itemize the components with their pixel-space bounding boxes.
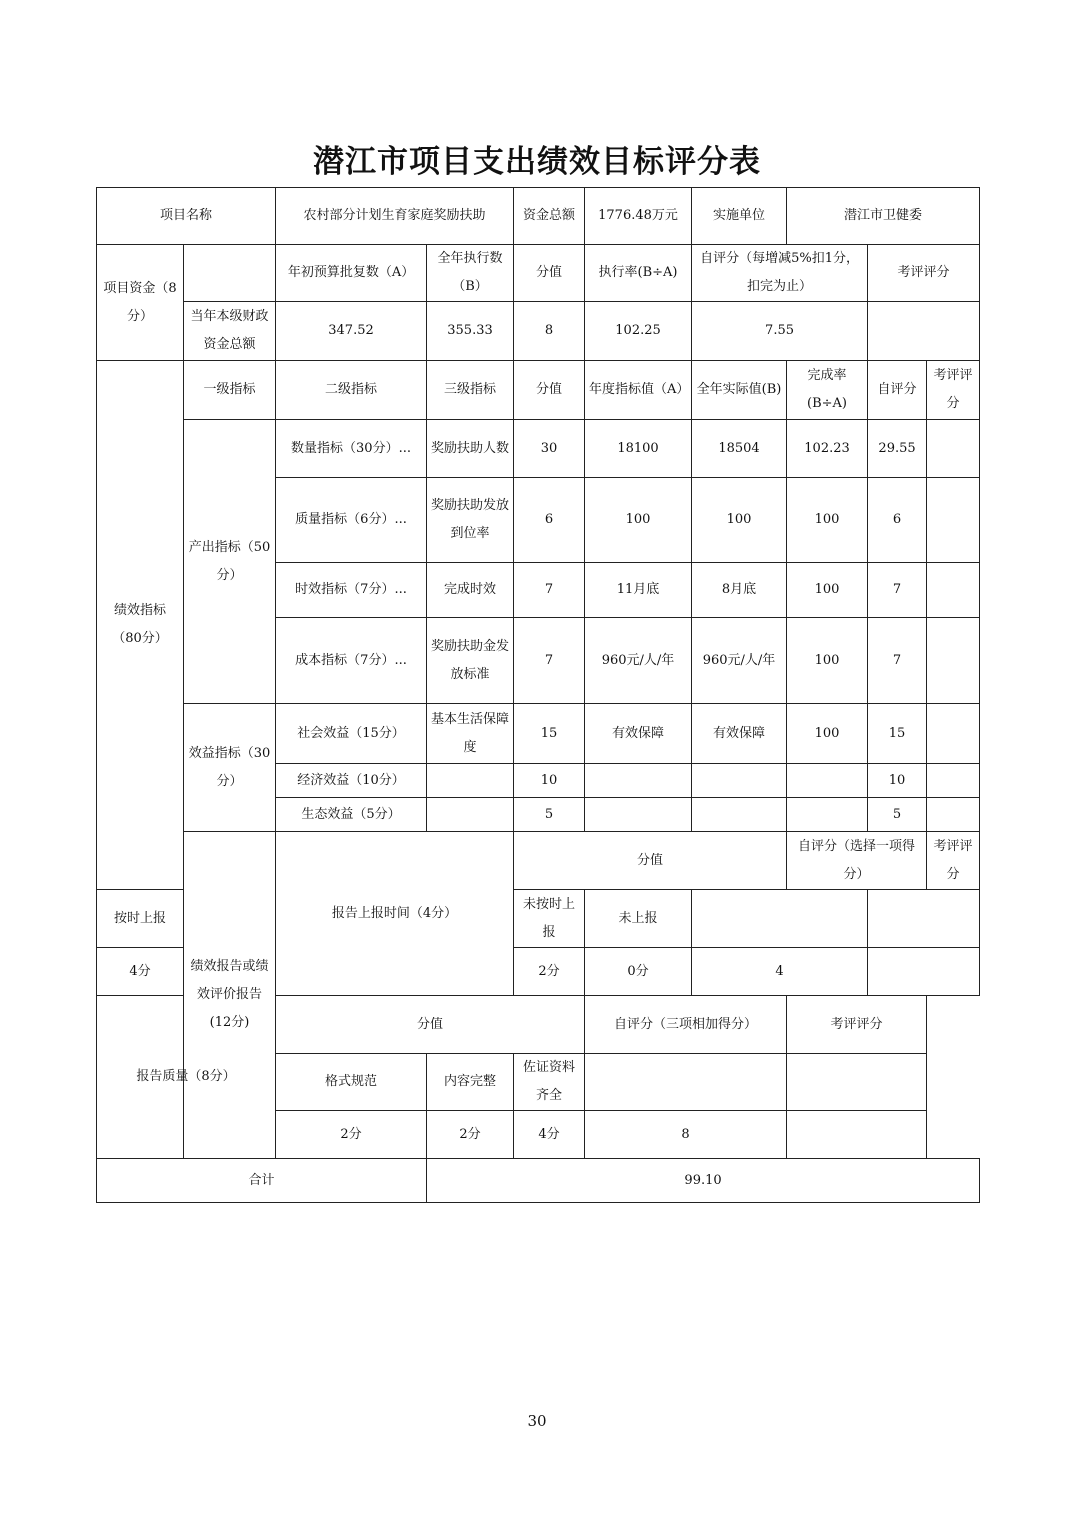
perf-target (585, 798, 692, 832)
perf-col-review: 考评评分 (927, 361, 980, 420)
report-time-review-value (868, 948, 980, 996)
perf-review (927, 764, 980, 798)
perf-actual: 960元/人/年 (692, 618, 787, 704)
report-quality-review-value (787, 1111, 927, 1159)
funds-col-review: 考评评分 (868, 245, 980, 302)
total-value: 99.10 (427, 1159, 980, 1203)
funds-col-rate: 执行率(B÷A) (585, 245, 692, 302)
report-quality-self-label: 自评分（三项相加得分） (585, 996, 787, 1054)
report-time-opt3: 未上报 (585, 890, 692, 948)
report-quality-score-label: 分值 (276, 996, 585, 1054)
perf-actual (692, 798, 787, 832)
funds-col-a: 年初预算批复数（A） (276, 245, 427, 302)
funds-b-value: 355.33 (427, 302, 514, 361)
perf-rate (787, 798, 868, 832)
project-name-value: 农村部分计划生育家庭奖励扶助 (276, 188, 514, 245)
perf-section-label: 绩效指标（80分） (97, 361, 184, 890)
benefit-group-label: 效益指标（30分） (184, 704, 276, 832)
report-quality-review-blank (787, 1054, 927, 1111)
perf-level3 (427, 764, 514, 798)
report-time-label: 报告上报时间（4分） (276, 832, 514, 996)
funds-review-value (868, 302, 980, 361)
report-quality-opt1: 格式规范 (276, 1054, 427, 1111)
perf-review (927, 420, 980, 478)
report-time-pts1: 4分 (97, 948, 184, 996)
perf-score: 15 (514, 704, 585, 764)
report-time-score-label: 分值 (514, 832, 787, 890)
perf-col-score: 分值 (514, 361, 585, 420)
funds-section-label: 项目资金（8分） (97, 245, 184, 361)
perf-actual: 100 (692, 478, 787, 563)
perf-self: 5 (868, 798, 927, 832)
perf-level2: 数量指标（30分）... (276, 420, 427, 478)
report-quality-pts2: 2分 (427, 1111, 514, 1159)
page-title: 潜江市项目支出绩效目标评分表 (313, 144, 761, 180)
perf-level2: 成本指标（7分）... (276, 618, 427, 704)
perf-review (927, 618, 980, 704)
report-time-opt2: 未按时上报 (514, 890, 585, 948)
report-time-header-row (97, 832, 980, 890)
perf-rate (787, 764, 868, 798)
report-time-self-value: 4 (692, 948, 868, 996)
fund-total-value: 1776.48万元 (585, 188, 692, 245)
report-time-pts2: 2分 (514, 948, 585, 996)
perf-rate: 100 (787, 563, 868, 618)
total-row (97, 1159, 980, 1203)
perf-level3 (427, 798, 514, 832)
perf-row (97, 420, 980, 478)
funds-blank-cell (184, 245, 276, 302)
perf-col-target: 年度指标值（A） (585, 361, 692, 420)
perf-level2: 质量指标（6分）... (276, 478, 427, 563)
perf-actual: 8月底 (692, 563, 787, 618)
report-time-review-blank (868, 890, 980, 948)
report-quality-opt2: 内容完整 (427, 1054, 514, 1111)
perf-actual: 18504 (692, 420, 787, 478)
perf-target: 100 (585, 478, 692, 563)
score-table (96, 187, 980, 1203)
report-quality-self-value: 8 (585, 1111, 787, 1159)
perf-self: 10 (868, 764, 927, 798)
perf-self: 6 (868, 478, 927, 563)
perf-score: 30 (514, 420, 585, 478)
perf-self: 7 (868, 618, 927, 704)
funds-rate-value: 102.25 (585, 302, 692, 361)
perf-level2: 生态效益（5分） (276, 798, 427, 832)
report-time-self-blank (692, 890, 868, 948)
output-group-label: 产出指标（50分） (184, 420, 276, 704)
perf-rate: 100 (787, 478, 868, 563)
implementing-unit-label: 实施单位 (692, 188, 787, 245)
project-name-label: 项目名称 (97, 188, 276, 245)
perf-self: 7 (868, 563, 927, 618)
perf-col-self: 自评分 (868, 361, 927, 420)
page-number: 30 (527, 1412, 547, 1430)
perf-score: 6 (514, 478, 585, 563)
funds-col-self: 自评分（每增减5%扣1分，扣完为止） (692, 245, 868, 302)
perf-col-level2: 二级指标 (276, 361, 427, 420)
project-header-row (97, 188, 980, 245)
funds-a-value: 347.52 (276, 302, 427, 361)
perf-level3: 基本生活保障度 (427, 704, 514, 764)
report-time-pts3: 0分 (585, 948, 692, 996)
perf-self: 15 (868, 704, 927, 764)
perf-score: 5 (514, 798, 585, 832)
perf-review (927, 704, 980, 764)
perf-target: 11月底 (585, 563, 692, 618)
report-quality-self-blank (585, 1054, 787, 1111)
report-time-opt1: 按时上报 (97, 890, 184, 948)
implementing-unit-value: 潜江市卫健委 (787, 188, 980, 245)
report-section-label: 绩效报告或绩效评价报告(12分) (184, 832, 276, 1159)
perf-row (97, 704, 980, 764)
perf-col-actual: 全年实际值(B) (692, 361, 787, 420)
perf-level3: 奖励扶助发放到位率 (427, 478, 514, 563)
perf-review (927, 478, 980, 563)
perf-col-level1: 一级指标 (184, 361, 276, 420)
report-quality-opt3: 佐证资料齐全 (514, 1054, 585, 1111)
report-time-self-label: 自评分（选择一项得分） (787, 832, 927, 890)
perf-level2: 经济效益（10分） (276, 764, 427, 798)
perf-level2: 时效指标（7分）... (276, 563, 427, 618)
funds-self-value: 7.55 (692, 302, 868, 361)
total-label: 合计 (97, 1159, 427, 1203)
perf-col-rate: 完成率(B÷A) (787, 361, 868, 420)
funds-score-value: 8 (514, 302, 585, 361)
fund-total-label: 资金总额 (514, 188, 585, 245)
perf-rate: 100 (787, 704, 868, 764)
perf-level3: 奖励扶助金发放标准 (427, 618, 514, 704)
perf-actual: 有效保障 (692, 704, 787, 764)
perf-review (927, 563, 980, 618)
perf-score: 10 (514, 764, 585, 798)
report-quality-label: 报告质量（8分） (97, 996, 276, 1159)
perf-self: 29.55 (868, 420, 927, 478)
perf-header-row (97, 361, 980, 420)
perf-score: 7 (514, 563, 585, 618)
perf-rate: 100 (787, 618, 868, 704)
funds-value-row (97, 302, 980, 361)
report-quality-pts1: 2分 (276, 1111, 427, 1159)
perf-rate: 102.23 (787, 420, 868, 478)
report-time-review-label: 考评评分 (927, 832, 980, 890)
perf-level2: 社会效益（15分） (276, 704, 427, 764)
perf-level3: 完成时效 (427, 563, 514, 618)
funds-col-b: 全年执行数（B） (427, 245, 514, 302)
funds-row-label: 当年本级财政资金总额 (184, 302, 276, 361)
funds-header-row (97, 245, 980, 302)
perf-col-level3: 三级指标 (427, 361, 514, 420)
perf-level3: 奖励扶助人数 (427, 420, 514, 478)
report-quality-review-label: 考评评分 (787, 996, 927, 1054)
perf-actual (692, 764, 787, 798)
perf-target: 有效保障 (585, 704, 692, 764)
perf-target: 960元/人/年 (585, 618, 692, 704)
perf-target (585, 764, 692, 798)
perf-score: 7 (514, 618, 585, 704)
perf-target: 18100 (585, 420, 692, 478)
report-quality-pts3: 4分 (514, 1111, 585, 1159)
funds-col-score: 分值 (514, 245, 585, 302)
perf-review (927, 798, 980, 832)
